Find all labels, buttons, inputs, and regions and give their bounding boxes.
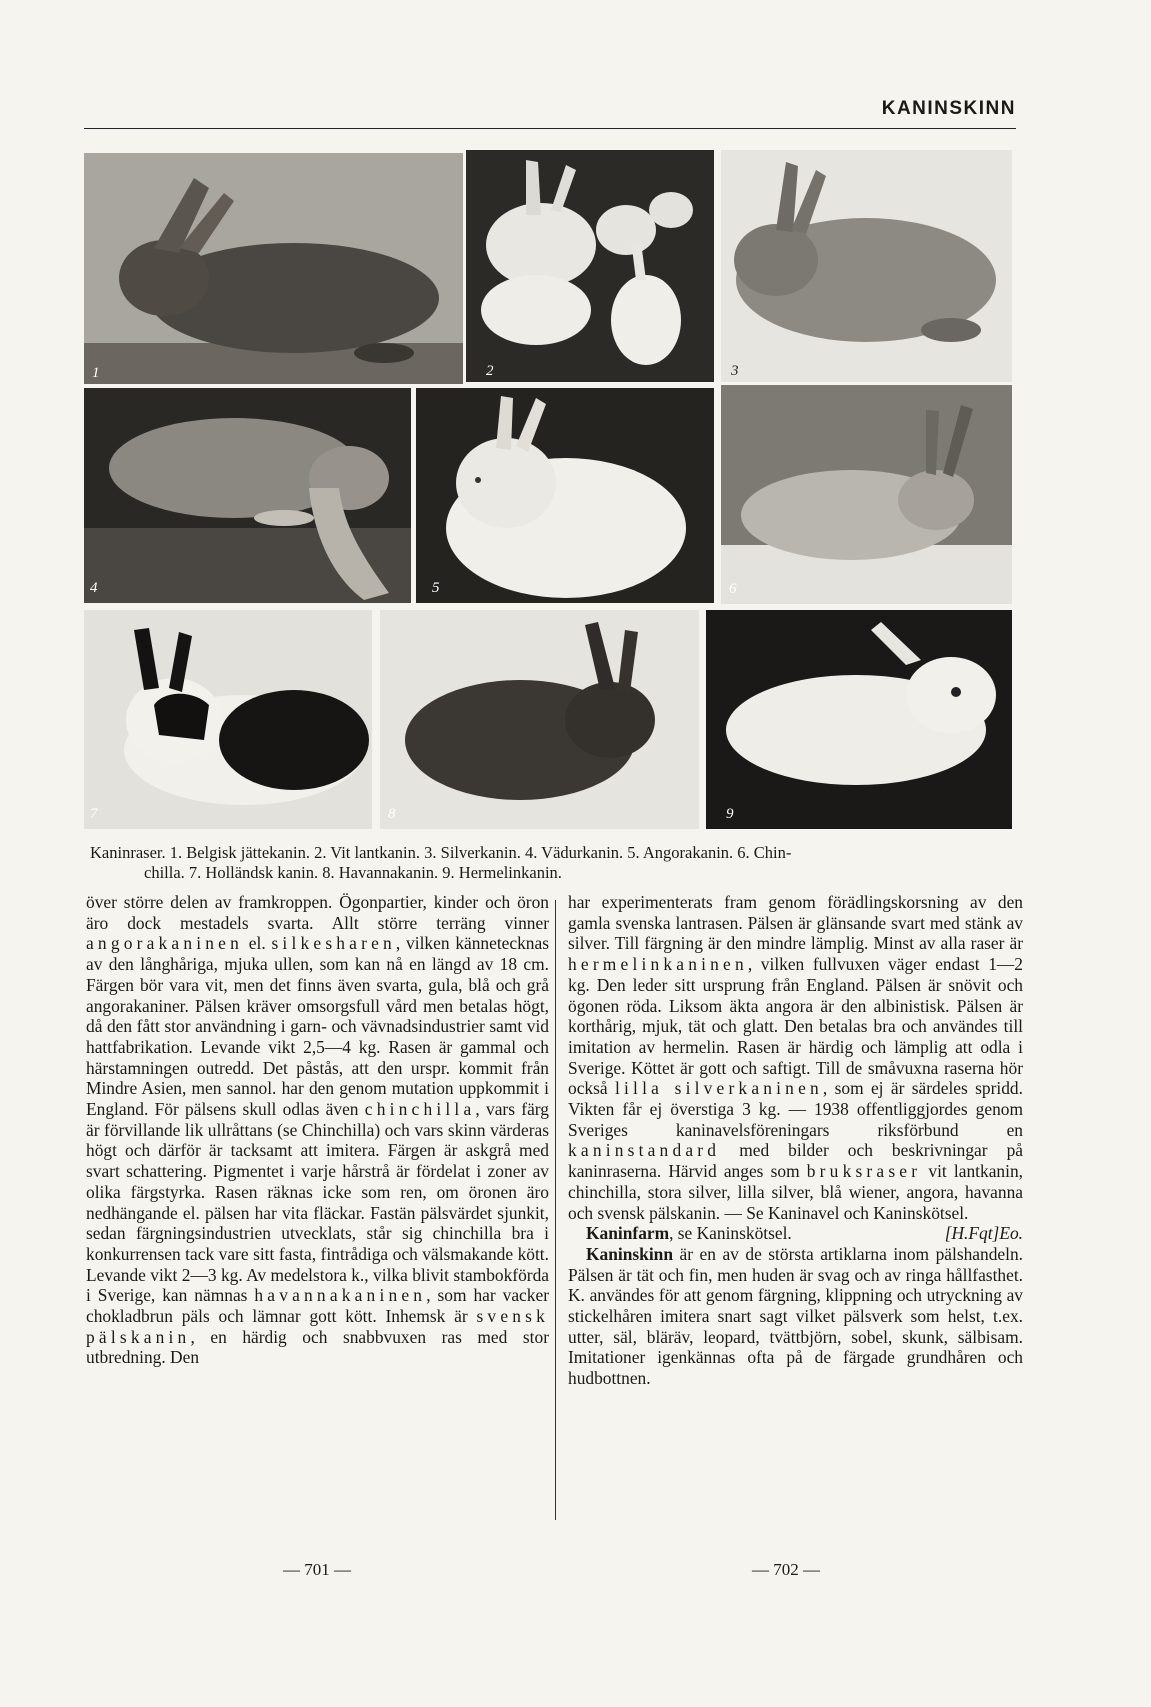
rabbit-illustration <box>84 610 372 829</box>
text-run: el. <box>242 933 266 954</box>
photo-chinchilla <box>721 385 1012 604</box>
photo-hermelin <box>706 610 1012 829</box>
entry-headword: Kaninfarm <box>586 1223 670 1244</box>
rabbit-illustration <box>380 610 699 829</box>
photo-number: 6 <box>729 581 737 597</box>
spaced-term: bruksraser <box>806 1161 922 1182</box>
rabbit-illustration <box>416 388 714 603</box>
spaced-term: lilla silverkaninen <box>614 1078 823 1099</box>
text-run: , se Kaninskötsel. <box>669 1223 792 1244</box>
photo-belgian-giant <box>84 153 463 384</box>
text-run: , vilken fullvuxen väger endast 1—2 kg. Den leder sitt ursprung från England. Pälsen är snövit och ögonen röda. Liksom äkta angora är den albinistisk. Pälsen är korthårig, mjuk, tät och glatt. Den betalas bra och användes till imitation av hermelin. Rasen är härdig och lämplig att odla i Sverige. Köttet är gott och saftigt. Till de småvuxna raserna hör också <box>568 954 1023 1099</box>
text-run: , som har vacker chokladbrun päls och lämnar gott kött. Inhemsk är <box>86 1285 549 1327</box>
caption-line-1: Kaninraser. 1. Belgisk jättekanin. 2. Vit lantkanin. 3. Silverkanin. 4. Vädurkanin. 5. Angorakanin. 6. Chin- <box>90 843 792 862</box>
right-column <box>568 892 1023 1389</box>
photo-number: 2 <box>486 363 494 379</box>
spaced-term: svensk pälskanin <box>86 1306 549 1347</box>
text-run: , vilken kännetecknas av den långhåriga, mjuka ullen, som kan nå en längd av 18 cm. Färgen bör vara vit, men det finns även svarta, gula, blå och grå angorakaniner. Pälsen kräver omsorgsfull vård men betalas högt, då den fått stor användning i garn- och vävnadsindustrier samt vid hattfabrikation. Levande vikt 2,5—4 kg. Rasen är gammal och härstamningen outredd. Det påstås, att den urspr. kommit från Mindre Asien, men sannol. har den genom mutation uppkommit i England. För pälsens skull odlas även <box>86 933 549 1120</box>
photo-number: 1 <box>92 365 100 381</box>
text-run: med bilder och beskrivningar på kaninraserna. Härvid anges som <box>568 1140 1023 1182</box>
photo-number: 4 <box>90 580 98 596</box>
page-number-left: — 701 — <box>283 1560 351 1579</box>
figure-caption <box>90 843 1020 883</box>
column-divider <box>555 900 556 1520</box>
text-run: över större delen av framkroppen. Ögonpartier, kinder och öron äro dock mestadels svarta. Allt större terräng vinner <box>86 892 549 933</box>
photo-white-country <box>466 150 714 382</box>
text-run: vit lantkanin, chinchilla, stora silver, lilla silver, blå wiener, angora, havanna och svensk pälskanin. — Se Kaninavel och Kaninskötsel. <box>568 1161 1023 1223</box>
photo-lop <box>84 388 411 603</box>
entry-kaninskinn <box>568 1244 1023 1389</box>
rabbit-illustration <box>721 385 1012 604</box>
page-title: KANINSKINN <box>881 98 1016 119</box>
photo-number: 5 <box>432 580 440 596</box>
photo-angora <box>416 388 714 603</box>
photo-number: 8 <box>388 806 396 822</box>
spaced-term: havannakaninen <box>254 1285 427 1306</box>
left-column <box>86 892 549 1368</box>
entry-headword: Kaninskinn <box>586 1243 674 1264</box>
spaced-term: kaninstandard <box>568 1140 721 1161</box>
text-run: är en av de största artiklarna inom pälshandeln. Pälsen är tät och fin, men huden är svag och av ringa hållfasthet. K. användes för att genom färgning, klippning och utryckning av stickelhåren imitera snart sagt vilket pälsverk som helst, t.ex. utter, säl, bläräv, leopard, tvättbjörn, sobel, skunk, sälbisam. Imitationer igenkännas ofta på de färgade grundhåren och hudbottnen. <box>568 1243 1023 1389</box>
photo-silver <box>721 150 1012 382</box>
photo-number: 3 <box>731 363 739 379</box>
rabbit-illustration <box>721 150 1012 382</box>
rabbit-illustration <box>84 388 411 603</box>
author-signature: [H.Fqt]Eo. <box>944 1223 1023 1244</box>
text-run: , en härdig och snabbvuxen ras med stor utbredning. Den <box>86 1326 549 1368</box>
rabbit-illustration <box>706 610 1012 829</box>
paragraph <box>86 892 549 1368</box>
rabbit-illustration <box>84 153 463 384</box>
text-run: har experimenterats fram genom förädlingskorsning av den gamla svenska lantrasen. Pälsen är glänsande svart med stänk av silver. Till färgning är den mindre lämplig. Minst av alla raser är <box>568 892 1023 954</box>
spaced-term: silkesharen <box>271 933 396 954</box>
text-run: , som ej är särdeles spridd. Vikten får ej överstiga 3 kg. — 1938 offentliggjordes genom Sveriges kaninavelsföreningars riksförbund en <box>568 1078 1023 1140</box>
running-header <box>84 98 1016 129</box>
rabbit-illustration <box>466 150 714 382</box>
spaced-term: angorakaninen <box>86 933 243 954</box>
spaced-term: hermelinkaninen <box>568 954 748 975</box>
text-run: , vars färg är förvillande lik ullråttans (se Chinchilla) och vars skinn värderas högt och därför är tacksamt att imitera. Färgen är askgrå med svart schattering. Pigmentet i varje hårstrå är fördelat i zoner av olika färgstyrka. Rasen räknas icke som ren, om öronen äro nedhängande el. pälsen har vita fläckar. Fastän pälsvärdet sjunkit, sedan färgningsindustrien utvecklats, står sig chinchilla bra i konkurrensen tack vare sitt fasta, fintrådiga och välsmakande kött. Levande vikt 2—3 kg. Av medelstora k., vilka blivit stambokförda i Sverige, kan nämnas <box>86 1099 549 1306</box>
page-number-right: — 702 — <box>752 1560 820 1579</box>
caption-line-2: chilla. 7. Holländsk kanin. 8. Havannakanin. 9. Hermelinkanin. <box>144 863 562 882</box>
photo-dutch <box>84 610 372 829</box>
photo-number: 9 <box>726 806 734 822</box>
photo-number: 7 <box>90 806 98 822</box>
photo-havana <box>380 610 699 829</box>
spaced-term: chinchilla <box>364 1099 476 1120</box>
